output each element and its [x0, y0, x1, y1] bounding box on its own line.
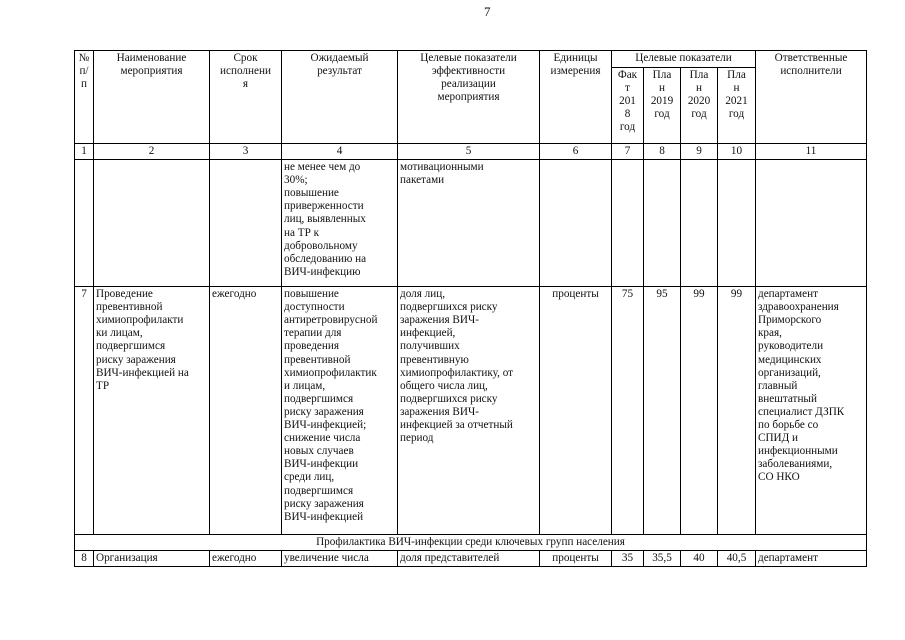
cell-responsible: департамент: [756, 551, 867, 567]
header-target-indicators: Целевые показатели: [612, 51, 756, 68]
column-number: 7: [612, 144, 644, 160]
cell-empty: [540, 160, 612, 287]
header-measure-name: Наименование мероприятия: [94, 51, 210, 144]
column-number: 10: [718, 144, 756, 160]
cell-expected-result: не менее чем до 30%; повышение приверженности лиц, выявленных на ТР к добровольному обследованию на ВИЧ-инфекцию: [282, 160, 398, 287]
cell-value-2018: 35: [612, 551, 644, 567]
header-2020: Пла н 2020 год: [681, 68, 718, 144]
column-numbers-row: [75, 144, 867, 160]
table-row-7: [75, 287, 867, 535]
header-indicators: Целевые показатели эффективности реализации мероприятия: [398, 51, 540, 144]
section-row: [75, 535, 867, 551]
cell-value-2021: 40,5: [718, 551, 756, 567]
cell-expected-result: повышение доступности антиретровирусной терапии для проведения превентивной химиопрофилактик и лицам, подвергшимся риску заражения ВИЧ-инфекцией; снижение числа новых случаев ВИЧ-инфекции среди лиц, подвергшимся риску заражения ВИЧ-инфекцией: [282, 287, 398, 535]
header-expected-result: Ожидаемый результат: [282, 51, 398, 144]
cell-number: 7: [75, 287, 94, 535]
header-row: [75, 51, 867, 68]
cell-measure-name: Проведение превентивной химиопрофилакти ки лицам, подвергшимся риску заражения ВИЧ-инфекцией на ТР: [94, 287, 210, 535]
cell-unit: проценты: [540, 551, 612, 567]
cell-measure-name: Организация: [94, 551, 210, 567]
cell-unit: проценты: [540, 287, 612, 535]
cell-value-2020: 99: [681, 287, 718, 535]
cell-value-2019: 35,5: [644, 551, 681, 567]
cell-empty: [718, 160, 756, 287]
header-units: Единицы измерения: [540, 51, 612, 144]
column-number: 4: [282, 144, 398, 160]
cell-empty: [681, 160, 718, 287]
column-number: 3: [210, 144, 282, 160]
header-2021: Пла н 2021 год: [718, 68, 756, 144]
cell-value-2019: 95: [644, 287, 681, 535]
column-number: 8: [644, 144, 681, 160]
column-number: 2: [94, 144, 210, 160]
column-number: 1: [75, 144, 94, 160]
cell-term: ежегодно: [210, 551, 282, 567]
cell-indicator: доля лиц, подвергшихся риску заражения ВИЧ- инфекцией, получивших превентивную химиопрофилактику, от общего числа лиц, подвергшихся риску заражения ВИЧ- инфекцией за отчетный период: [398, 287, 540, 535]
cell-indicator: мотивационными пакетами: [398, 160, 540, 287]
cell-empty: [756, 160, 867, 287]
cell-expected-result: увеличение числа: [282, 551, 398, 567]
cell-value-2018: 75: [612, 287, 644, 535]
table-row-8: [75, 551, 867, 567]
section-title: Профилактика ВИЧ-инфекции среди ключевых групп населения: [75, 535, 867, 551]
cell-empty: [75, 160, 94, 287]
cell-indicator: доля представителей: [398, 551, 540, 567]
table-row-continued: [75, 160, 867, 287]
header-2019: Пла н 2019 год: [644, 68, 681, 144]
cell-term: ежегодно: [210, 287, 282, 535]
cell-number: 8: [75, 551, 94, 567]
column-number: 11: [756, 144, 867, 160]
cell-responsible: департамент здравоохранения Приморского края, руководители медицинских организаций, главный внештатный специалист ДЗПК по борьбе со СПИД и инфекционными заболеваниями, СО НКО: [756, 287, 867, 535]
page-number: 7: [484, 4, 491, 19]
column-number: 6: [540, 144, 612, 160]
cell-empty: [644, 160, 681, 287]
header-number: № п/ п: [75, 51, 94, 144]
measures-table: [74, 50, 867, 567]
cell-value-2020: 40: [681, 551, 718, 567]
column-number: 9: [681, 144, 718, 160]
cell-empty: [94, 160, 210, 287]
cell-empty: [612, 160, 644, 287]
header-responsible: Ответственные исполнители: [756, 51, 867, 144]
header-term: Срок исполнени я: [210, 51, 282, 144]
header-2018: Фак т 201 8 год: [612, 68, 644, 144]
cell-value-2021: 99: [718, 287, 756, 535]
cell-empty: [210, 160, 282, 287]
column-number: 5: [398, 144, 540, 160]
